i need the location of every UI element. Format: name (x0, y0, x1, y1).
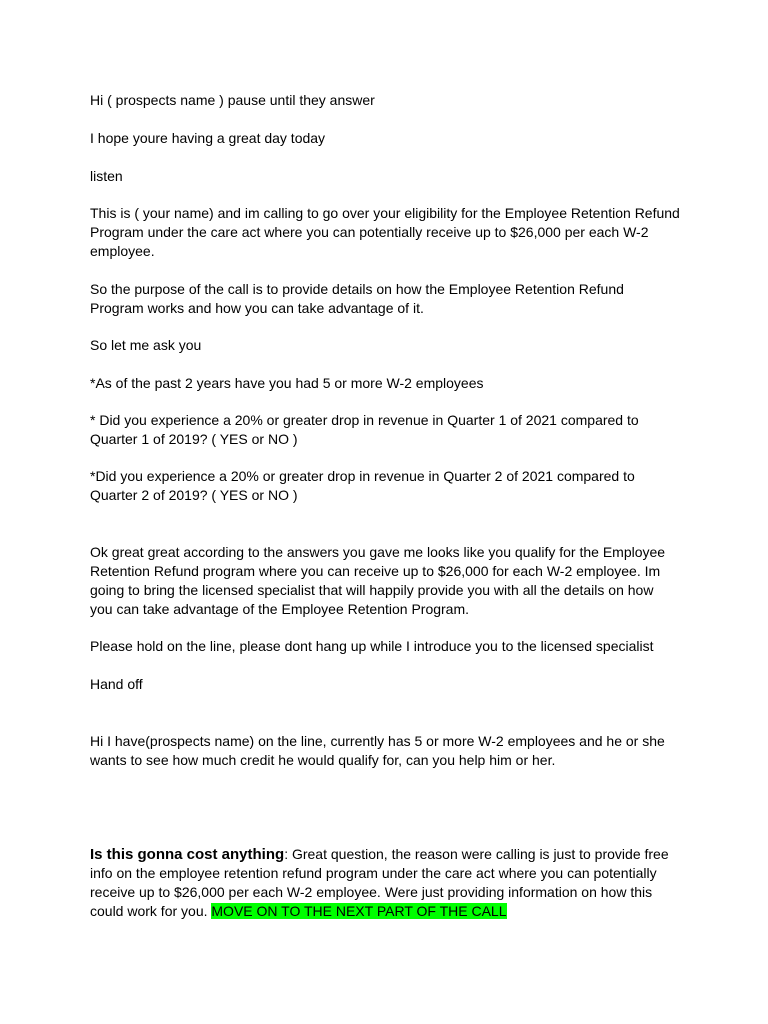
qualify-paragraph: Ok great great according to the answers you gave me looks like you qualify for the Employee Retention Refund program where you can receive up to $26,000 for each W-2 employee. Im going to bring the licensed specialist that will happily provide you with all the details on how you can take advantage of the Employee Retention Program. (90, 544, 666, 617)
handoff-line: Hand off (90, 676, 143, 692)
intro-paragraph: This is ( your name) and im calling to go over your eligibility for the Employee Retention Refund Program under the care act where you can potentially receive up to $26,000 per each W-2 employee. (90, 205, 680, 259)
hold-line: Please hold on the line, please dont hang up while I introduce you to the licensed specialist (90, 638, 654, 654)
listen-line: listen (90, 168, 123, 184)
transfer-paragraph: Hi I have(prospects name) on the line, currently has 5 or more W-2 employees and he or she wants to see how much credit he would qualify for, can you help him or her. (90, 733, 665, 768)
faq-question: Is this gonna cost anything (90, 846, 285, 863)
question-1: *As of the past 2 years have you had 5 or more W-2 employees (90, 375, 484, 391)
question-2: * Did you experience a 20% or greater drop in revenue in Quarter 1 of 2021 compared to Quarter 1 of 2019? ( YES or NO ) (90, 412, 639, 447)
faq-highlight: MOVE ON TO THE NEXT PART OF THE CALL (211, 903, 507, 919)
purpose-paragraph: So the purpose of the call is to provide details on how the Employee Retention Refund Program works and how you can take advantage of it. (90, 281, 624, 316)
greeting-line: Hi ( prospects name ) pause until they answer (90, 92, 375, 108)
faq-paragraph (90, 845, 678, 921)
faq-answer: : Great question, the reason were calling is just to provide free info on the employee retention refund program under the care act where you can potentially receive up to $26,000 per each W-2 employee. Were just providing information on how this could work for you. (90, 846, 669, 919)
hope-line: I hope youre having a great day today (90, 130, 326, 146)
question-3: *Did you experience a 20% or greater drop in revenue in Quarter 2 of 2021 compared to Quarter 2 of 2019? ( YES or NO ) (90, 468, 635, 503)
ask-line: So let me ask you (90, 337, 202, 353)
